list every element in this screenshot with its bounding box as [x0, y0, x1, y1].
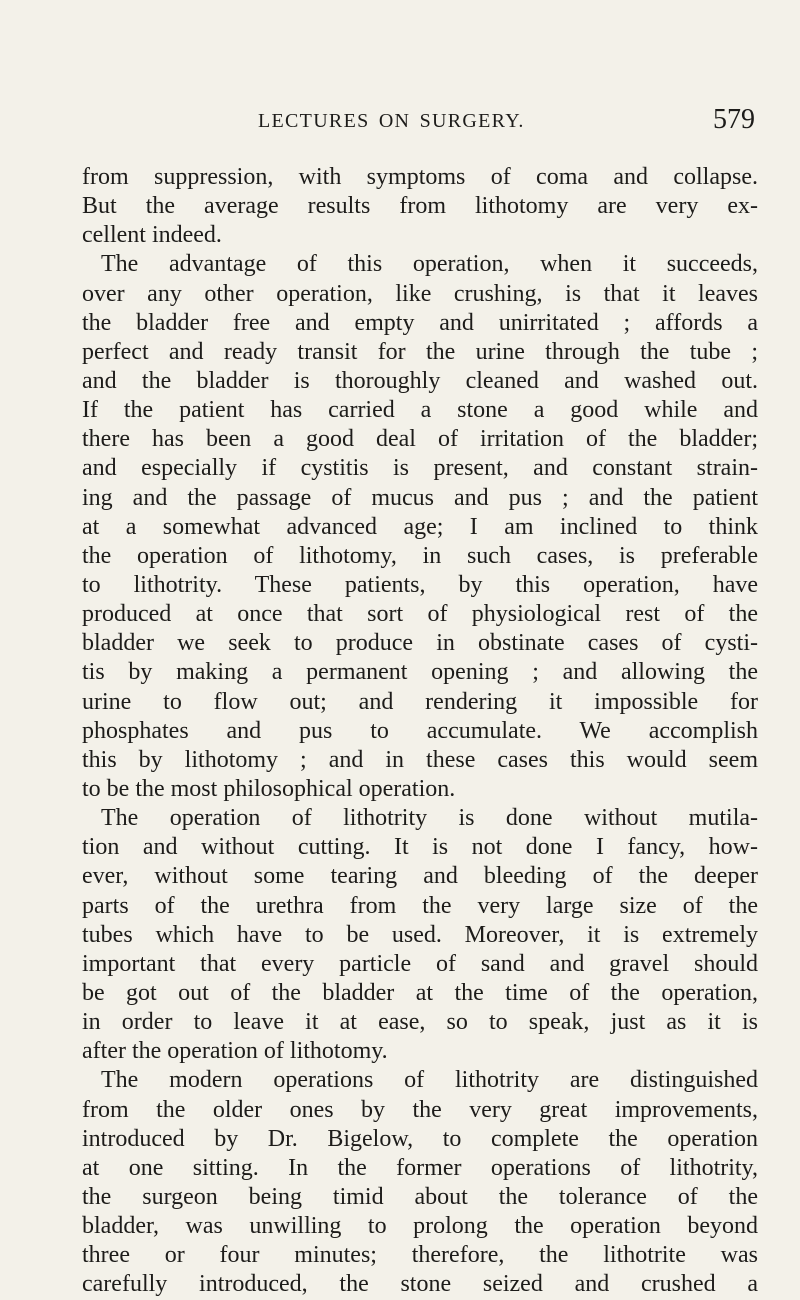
text-line: If the patient has carried a stone a good while and — [82, 397, 758, 424]
text-line: carefully introduced, the stone seized and crushed a — [82, 1271, 758, 1298]
text-line: tubes which have to be used. Moreover, it is extremely — [82, 921, 758, 948]
text-line: tis by making a permanent opening ; and allowing the — [82, 659, 758, 686]
text-line: important that every particle of sand and gravel should — [82, 950, 758, 977]
page-number: 579 — [713, 104, 755, 135]
text-line: tion and without cutting. It is not done I fancy, how- — [82, 834, 758, 861]
page-header — [258, 104, 758, 144]
text-line: the operation of lithotomy, in such cases, is preferable — [82, 542, 758, 569]
text-line: from the older ones by the very great improvements, — [82, 1096, 758, 1123]
text-line: The operation of lithotrity is done without mutila- — [101, 805, 758, 832]
text-line: the bladder free and empty and unirritated ; affords a — [82, 309, 758, 336]
body-text — [82, 163, 758, 1299]
text-line: The modern operations of lithotrity are distinguished — [101, 1067, 758, 1094]
text-line: ing and the passage of mucus and pus ; and the patient — [82, 484, 758, 511]
text-line: perfect and ready transit for the urine through the tube ; — [82, 338, 758, 365]
text-line: The advantage of this operation, when it succeeds, — [101, 251, 758, 278]
text-line: three or four minutes; therefore, the lithotrite was — [82, 1242, 758, 1269]
text-line: after the operation of lithotomy. — [82, 1038, 388, 1065]
text-line: over any other operation, like crushing, is that it leaves — [82, 280, 758, 307]
text-line: to lithotrity. These patients, by this operation, have — [82, 571, 758, 598]
text-line: parts of the urethra from the very large size of the — [82, 892, 758, 919]
text-line: there has been a good deal of irritation of the bladder; — [82, 426, 758, 453]
text-line: be got out of the bladder at the time of the operation, — [82, 979, 758, 1006]
text-line: at a somewhat advanced age; I am inclined to think — [82, 513, 758, 540]
text-line: in order to leave it at ease, so to speak, just as it is — [82, 1009, 758, 1036]
running-head: LECTURES ON SURGERY. — [258, 110, 525, 132]
text-line: bladder we seek to produce in obstinate cases of cysti- — [82, 630, 758, 657]
text-line: bladder, was unwilling to prolong the operation beyond — [82, 1213, 758, 1240]
text-line: But the average results from lithotomy are very ex- — [82, 193, 758, 220]
text-line: at one sitting. In the former operations of lithotrity, — [82, 1154, 758, 1181]
text-line: and especially if cystitis is present, and constant strain- — [82, 455, 758, 482]
text-line: urine to flow out; and rendering it impossible for — [82, 688, 758, 715]
text-line: this by lithotomy ; and in these cases this would seem — [82, 746, 758, 773]
text-line: cellent indeed. — [82, 222, 222, 249]
text-line: phosphates and pus to accumulate. We accomplish — [82, 717, 758, 744]
text-line: introduced by Dr. Bigelow, to complete the operation — [82, 1125, 758, 1152]
text-line: and the bladder is thoroughly cleaned and washed out. — [82, 367, 758, 394]
text-line: from suppression, with symptoms of coma and collapse. — [82, 164, 758, 190]
text-line: the surgeon being timid about the tolerance of the — [82, 1183, 758, 1210]
text-line: produced at once that sort of physiological rest of the — [82, 601, 758, 628]
text-line: ever, without some tearing and bleeding of the deeper — [82, 863, 758, 890]
text-line: to be the most philosophical operation. — [82, 775, 456, 802]
